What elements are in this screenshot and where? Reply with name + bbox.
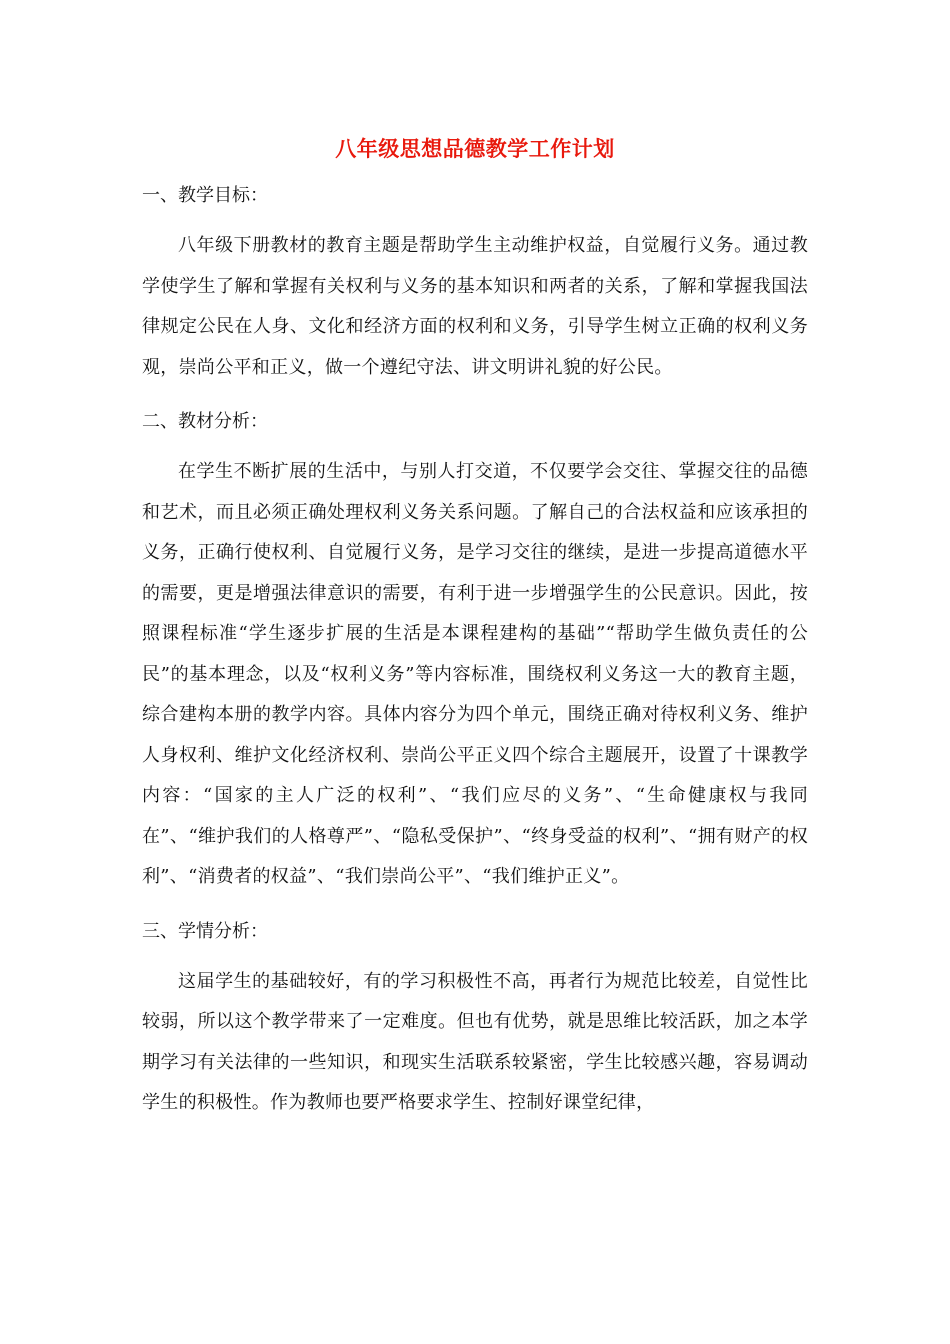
- section-heading: 二、教材分析：: [142, 411, 268, 432]
- document-content: [142, 130, 808, 1138]
- section-paragraph: 八年级下册教材的教育主题是帮助学生主动维护权益，自觉履行义务。通过教学使学生了解和掌握有关权利与义务的基本知识和两者的关系，了解和掌握我国法律规定公民在人身、文化和经济方面的权利和义务，引导学生树立正确的权利义务观，崇尚公平和正义，做一个遵纪守法、讲文明讲礼貌的好公民。: [142, 235, 808, 378]
- section-teaching-goals: [142, 176, 808, 388]
- section-textbook-analysis: [142, 402, 808, 898]
- section-heading: 三、学情分析：: [142, 920, 268, 942]
- document-title: 八年级思想品德教学工作计划: [335, 136, 615, 161]
- section-paragraph: 在学生不断扩展的生活中，与别人打交道，不仅要学会交往、掌握交往的品德和艺术，而且必须正确处理权利义务关系问题。了解自己的合法权益和应该承担的义务，正确行使权利、自觉履行义务，是学习交往的继续，是进一步提高道德水平的需要，更是增强法律意识的需要，有利于进一步增强学生的公民意识。因此，按照课程标准“学生逐步扩展的生活是本课程建构的基础”“帮助学生做负责任的公民”的基本理念，以及“权利义务”等内容标准，围绕权利义务这一大的教育主题，综合建构本册的教学内容。具体内容分为四个单元，围绕正确对待权利义务、维护人身权利、维护文化经济权利、崇尚公平正义四个综合主题展开，设置了十课教学内容：“国家的主人广泛的权利”、“我们应尽的义务”、“生命健康权与我同在”、“维护我们的人格尊严”、“隐私受保护”、“终身受益的权利”、“拥有财产的权利”、“消费者的权益”、“我们崇尚公平”、“我们维护正义”。: [142, 461, 808, 887]
- section-heading: 一、教学目标：: [142, 185, 268, 206]
- section-student-analysis: [142, 912, 808, 1124]
- section-paragraph: 这届学生的基础较好，有的学习积极性不高，再者行为规范比较差，自觉性比较弱，所以这个教学带来了一定难度。但也有优势，就是思维比较活跃，加之本学期学习有关法律的一些知识，和现实生活联系较紧密，学生比较感兴趣，容易调动学生的积极性。作为教师也要严格要求学生、控制好课堂纪律，: [142, 970, 808, 1113]
